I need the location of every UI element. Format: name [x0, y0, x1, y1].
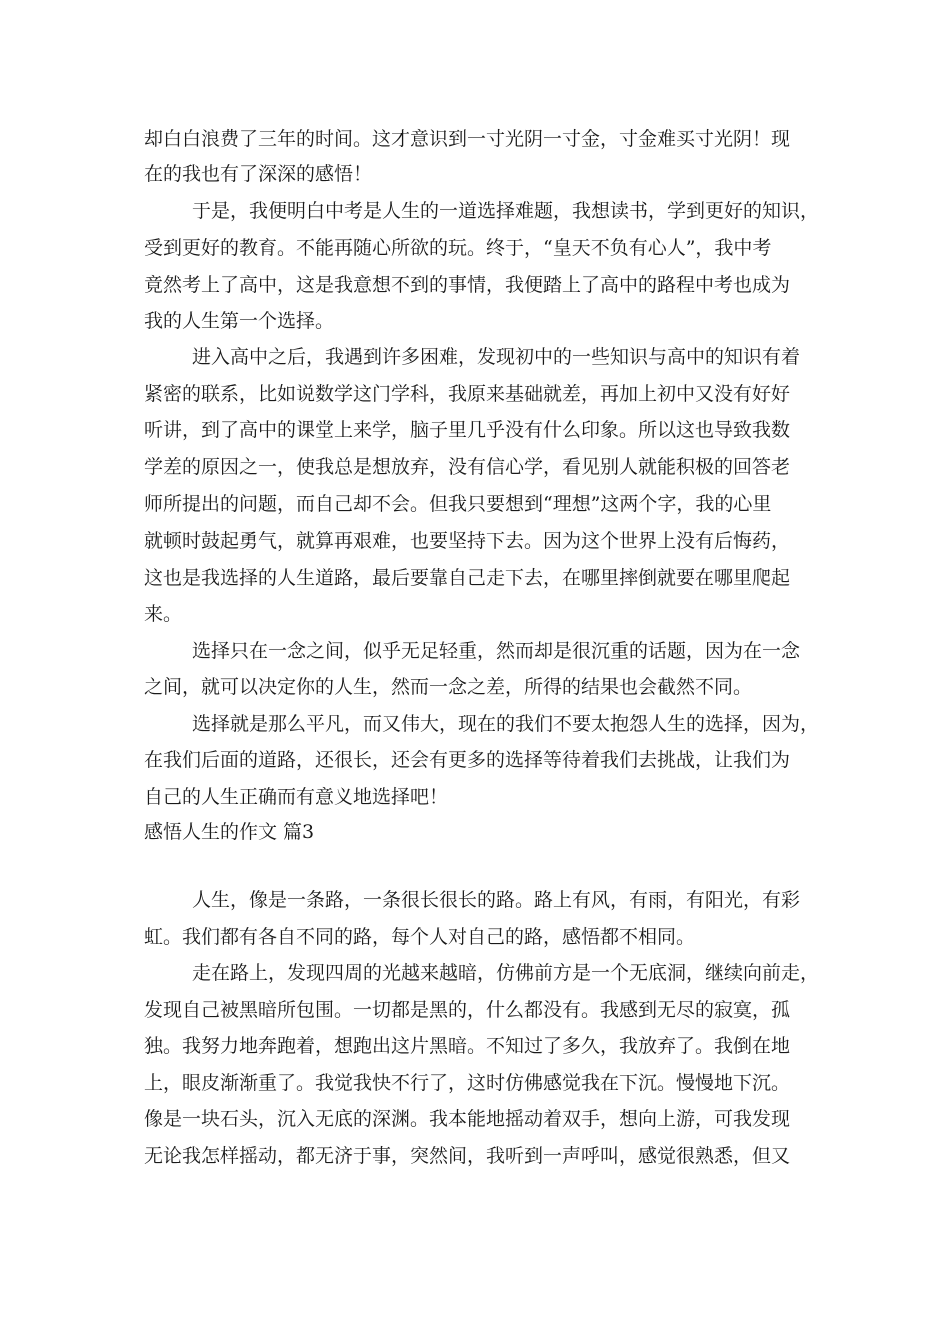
text-line: 选择只在一念之间，似乎无足轻重，然而却是很沉重的话题，因为在一念 [192, 640, 801, 662]
text-line: 听讲，到了高中的课堂上来学，脑子里几乎没有什么印象。所以这也导致我数 [144, 419, 791, 441]
text-line: 师所提出的问题，而自己却不会。但我只要想到“理想”这两个字，我的心里 [144, 493, 772, 515]
text-line: 虹。我们都有各自不同的路，每个人对自己的路，感悟都不相同。 [144, 926, 696, 948]
text-line: 进入高中之后，我遇到许多困难，发现初中的一些知识与高中的知识有着 [192, 346, 801, 368]
text-line: 竟然考上了高中，这是我意想不到的事情，我便踏上了高中的路程中考也成为 [144, 274, 791, 296]
text-line: 上，眼皮渐渐重了。我觉我快不行了，这时仿佛感觉我在下沉。慢慢地下沉。 [144, 1072, 791, 1094]
text-line: 自己的人生正确而有意义地选择吧！ [144, 786, 449, 808]
text-line: 发现自己被黑暗所包围。一切都是黑的，什么都没有。我感到无尽的寂寞，孤 [144, 999, 791, 1021]
text-line: 紧密的联系，比如说数学这门学科，我原来基础就差，再加上初中又没有好好 [144, 383, 791, 405]
text-line: 却白白浪费了三年的时间。这才意识到一寸光阴一寸金，寸金难买寸光阴！现 [144, 128, 791, 150]
text-line: 我的人生第一个选择。 [144, 310, 335, 332]
text-line: 走在路上，发现四周的光越来越暗，仿佛前方是一个无底洞，继续向前走， [192, 962, 820, 984]
text-line: 于是，我便明白中考是人生的一道选择难题，我想读书，学到更好的知识， [192, 200, 820, 222]
text-line: 学差的原因之一，使我总是想放弃，没有信心学，看见别人就能积极的回答老 [144, 456, 791, 478]
text-line: 人生，像是一条路，一条很长很长的路。路上有风，有雨，有阳光，有彩 [192, 889, 801, 911]
text-line: 选择就是那么平凡，而又伟大，现在的我们不要太抱怨人生的选择，因为， [192, 713, 820, 735]
section-heading: 感悟人生的作文 篇3 [144, 821, 315, 843]
text-line: 像是一块石头，沉入无底的深渊。我本能地摇动着双手，想向上游，可我发现 [144, 1108, 791, 1130]
text-line: 就顿时鼓起勇气，就算再艰难，也要坚持下去。因为这个世界上没有后悔药， [144, 530, 791, 552]
text-line: 之间，就可以决定你的人生，然而一念之差，所得的结果也会截然不同。 [144, 676, 753, 698]
text-line: 在的我也有了深深的感悟！ [144, 163, 373, 185]
text-line: 这也是我选择的人生道路，最后要靠自己走下去，在哪里摔倒就要在哪里爬起 [144, 567, 791, 589]
text-line: 独。我努力地奔跑着，想跑出这片黑暗。不知过了多久，我放弃了。我倒在地 [144, 1035, 791, 1057]
text-line: 来。 [144, 603, 183, 625]
text-line: 无论我怎样摇动，都无济于事，突然间，我听到一声呼叫，感觉很熟悉，但又 [144, 1145, 791, 1167]
text-line: 受到更好的教育。不能再随心所欲的玩。终于，“皇天不负有心人”，我中考 [144, 237, 772, 259]
text-line: 在我们后面的道路，还很长，还会有更多的选择等待着我们去挑战，让我们为 [144, 749, 791, 771]
